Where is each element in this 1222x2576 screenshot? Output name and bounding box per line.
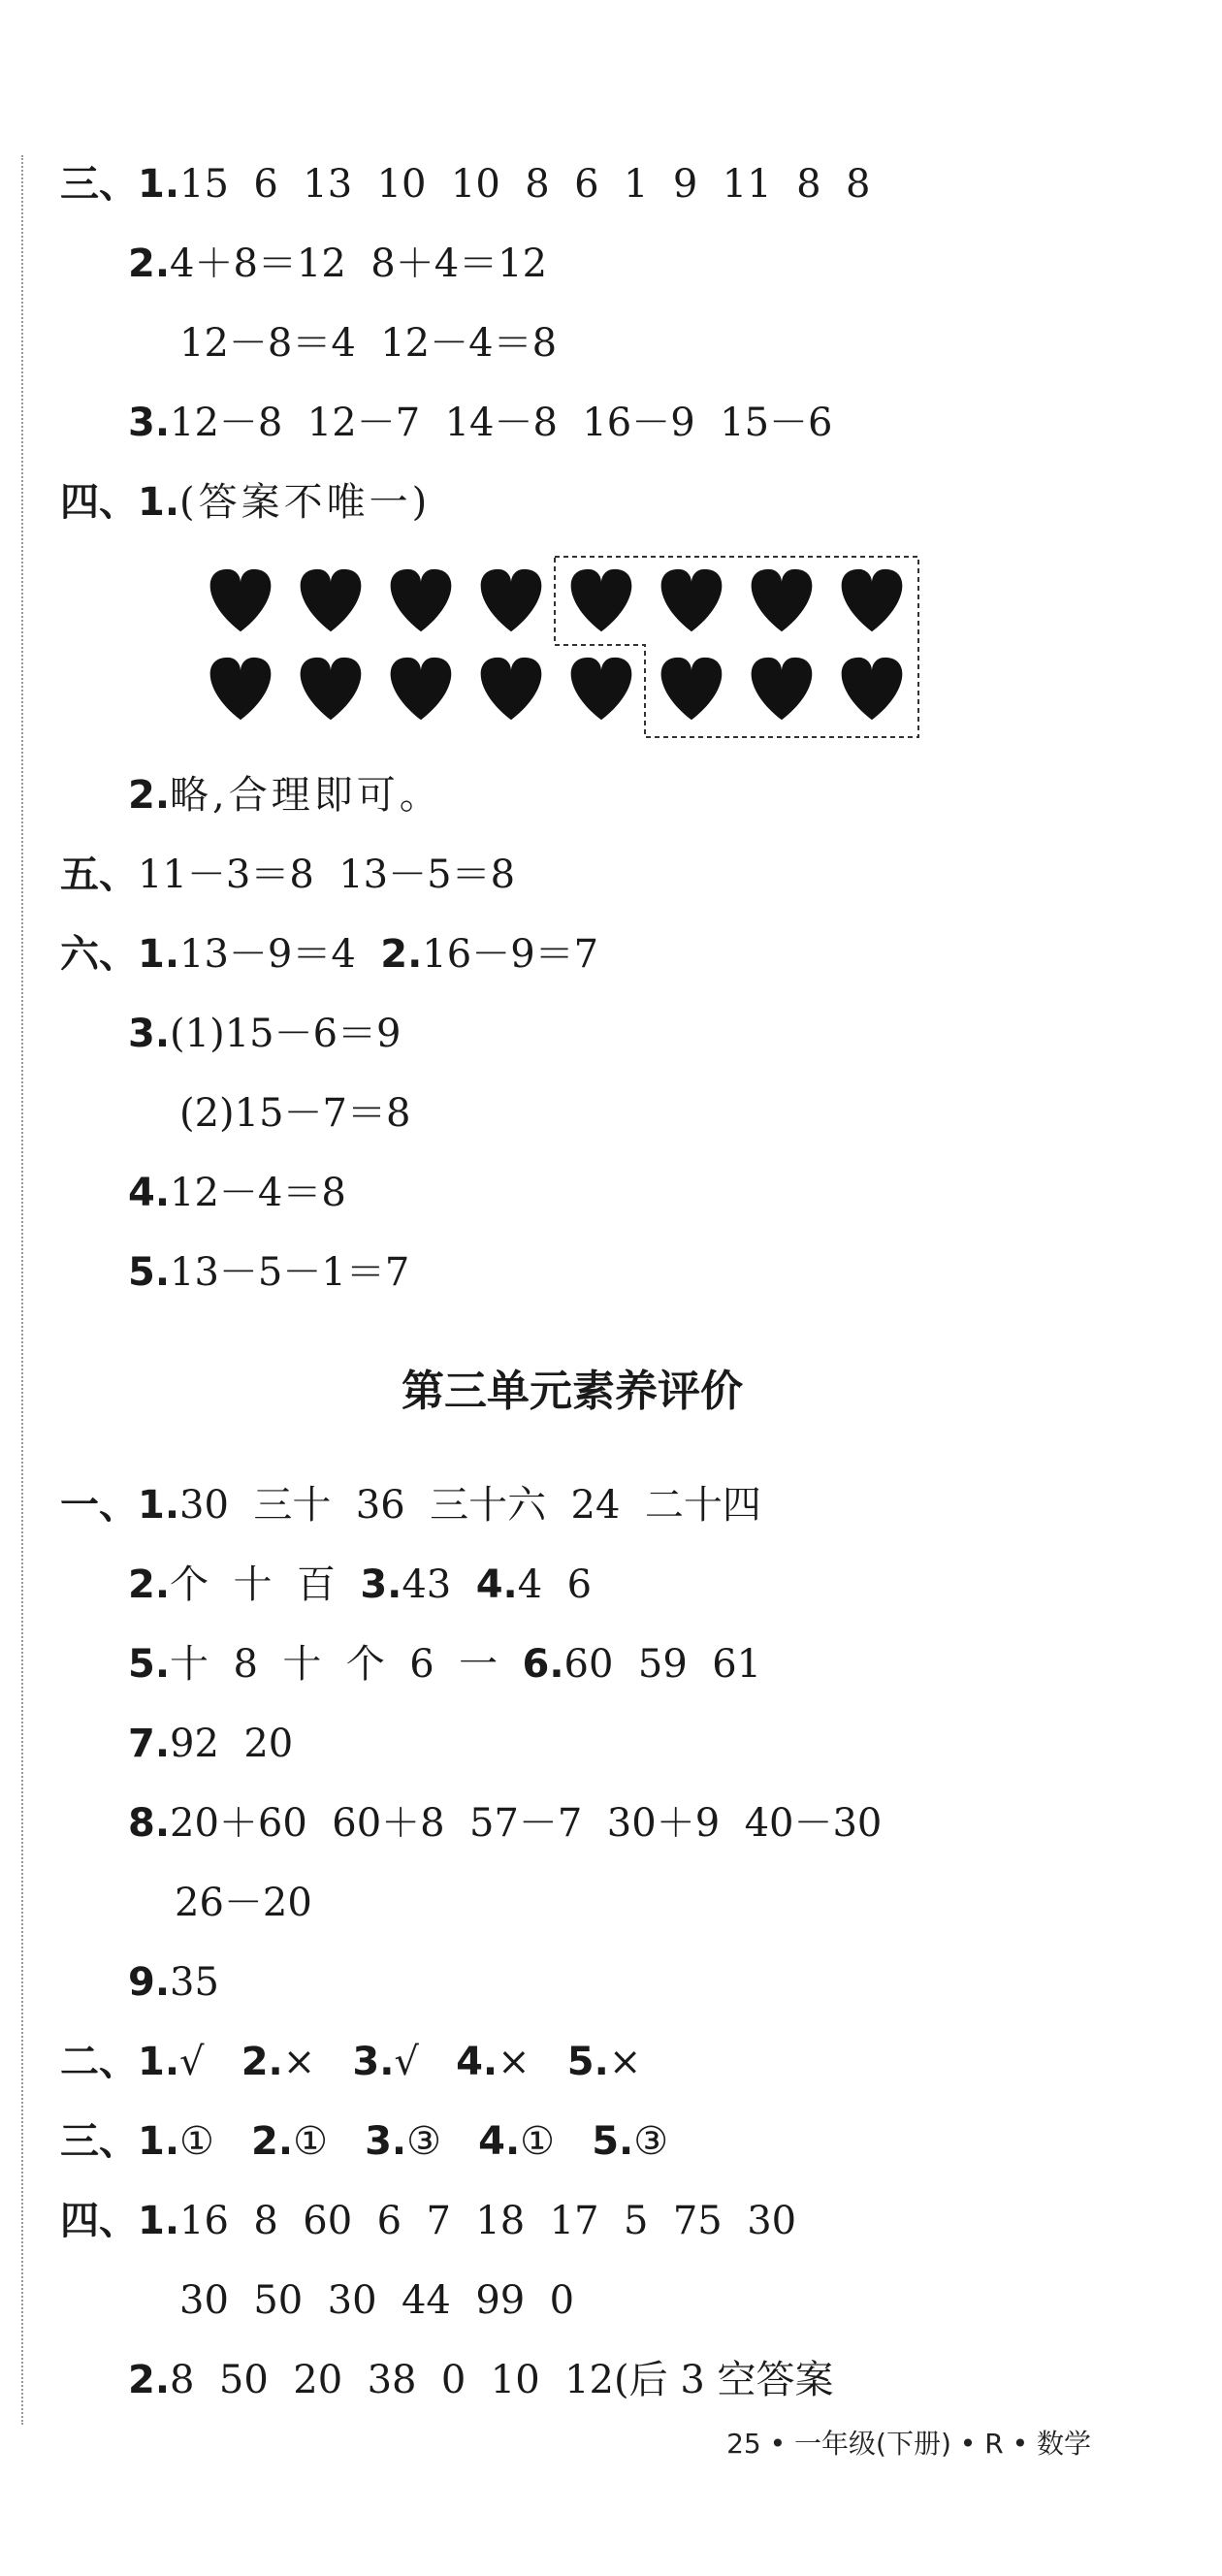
item-number: 1. bbox=[138, 2199, 180, 2243]
u3-p4-q2-line bbox=[128, 2351, 833, 2409]
s4-q1-line bbox=[60, 473, 431, 531]
s6-q3-line bbox=[128, 1005, 402, 1063]
s3-q1-line bbox=[60, 155, 870, 213]
answer-text: 13－9＝4 bbox=[179, 932, 356, 977]
section-marker: 六、 bbox=[60, 932, 138, 977]
answer-text: 20＋60 60＋8 57－7 30＋9 40－30 bbox=[170, 1801, 883, 1846]
answer-text: 30 50 30 44 99 0 bbox=[179, 2278, 575, 2323]
answer-text: 15 6 13 10 10 8 6 1 9 11 8 8 bbox=[179, 162, 871, 207]
answer-mark: × bbox=[498, 2040, 531, 2084]
item-number: 2. bbox=[128, 2358, 171, 2402]
item-number: 3. bbox=[360, 1562, 402, 1607]
section-marker: 三、 bbox=[60, 162, 138, 207]
u3-p2-line bbox=[60, 2033, 641, 2091]
section-marker: 二、 bbox=[60, 2040, 138, 2084]
s5-line bbox=[60, 846, 515, 904]
heart-icon bbox=[210, 658, 272, 720]
answer-text: 60 59 61 bbox=[563, 1642, 762, 1687]
item-number: 2. bbox=[251, 2119, 294, 2164]
item-number: 3. bbox=[352, 2040, 395, 2084]
heart-icon bbox=[842, 569, 903, 631]
item-number: 1. bbox=[138, 2119, 180, 2164]
item-number: 3. bbox=[128, 1012, 171, 1056]
item-number: 5. bbox=[592, 2119, 634, 2164]
s3-q2-line bbox=[128, 235, 547, 293]
item-number: 2. bbox=[128, 773, 171, 818]
u3-p1-q1-line bbox=[60, 1476, 761, 1534]
u3-p4-q1-line2 bbox=[179, 2271, 574, 2330]
u3-p3-line bbox=[60, 2112, 668, 2171]
heart-icon bbox=[481, 658, 542, 720]
answer-mark: ③ bbox=[633, 2119, 669, 2164]
heart-icon bbox=[752, 569, 813, 631]
item-number: 1. bbox=[138, 2040, 180, 2084]
u3-p1-q8-line bbox=[128, 1794, 882, 1852]
item-number: 1. bbox=[138, 932, 180, 977]
heart-icon bbox=[391, 658, 452, 720]
s6-q1-line bbox=[60, 925, 598, 983]
answer-mark: ① bbox=[179, 2119, 214, 2164]
answer-text: 12－8 12－7 14－8 16－9 15－6 bbox=[170, 401, 833, 445]
answer-text: 26－20 bbox=[175, 1881, 312, 1925]
answer-text: 十 8 十 个 6 一 bbox=[170, 1642, 498, 1687]
answer-mark: √ bbox=[179, 2040, 205, 2084]
u3-p1-q2-line bbox=[128, 1556, 592, 1614]
item-number: 2. bbox=[241, 2040, 283, 2084]
item-number: 6. bbox=[522, 1642, 564, 1687]
answer-text: 13－5－1＝7 bbox=[170, 1250, 410, 1295]
answer-text: 16 8 60 6 7 18 17 5 75 30 bbox=[179, 2199, 797, 2243]
answer-mark: ① bbox=[293, 2119, 328, 2164]
item-number: 4. bbox=[475, 1562, 518, 1607]
answer-text: 8 50 20 38 0 10 12(后 3 空答案 bbox=[170, 2358, 834, 2402]
answer-text: 30 三十 36 三十六 24 二十四 bbox=[179, 1483, 761, 1528]
heart-icon bbox=[571, 569, 632, 631]
s6-q4-line bbox=[128, 1164, 346, 1222]
answer-text: 35 bbox=[170, 1960, 219, 2005]
item-number: 2. bbox=[128, 1562, 171, 1607]
s6-q5-line bbox=[128, 1243, 409, 1302]
answer-mark: √ bbox=[394, 2040, 419, 2084]
answer-mark: × bbox=[282, 2040, 316, 2084]
section-marker: 四、 bbox=[60, 2199, 138, 2243]
item-number: 4. bbox=[456, 2040, 498, 2084]
section-marker: 一、 bbox=[60, 1483, 138, 1528]
heart-icon bbox=[301, 569, 362, 631]
u3-p1-q7-line bbox=[128, 1715, 293, 1773]
answer-text: 略,合理即可。 bbox=[170, 773, 442, 818]
u3-p1-q5-line bbox=[128, 1635, 761, 1693]
answer-text: 11－3＝8 13－5＝8 bbox=[138, 853, 516, 897]
heart-icon bbox=[301, 658, 362, 720]
heart-icon bbox=[661, 658, 723, 720]
s3-q3-line bbox=[128, 394, 833, 452]
item-number: 1. bbox=[138, 1483, 180, 1528]
section-marker: 四、 bbox=[60, 480, 138, 525]
page-footer: 25 • 一年级(下册) • R • 数学 bbox=[726, 2428, 1091, 2460]
heart-icon bbox=[752, 658, 813, 720]
answer-text: 个 十 百 bbox=[170, 1562, 336, 1607]
heart-icon bbox=[481, 569, 542, 631]
answer-text: 4 6 bbox=[517, 1562, 593, 1607]
item-number: 2. bbox=[380, 932, 423, 977]
answer-text: (2)15－7＝8 bbox=[179, 1091, 411, 1136]
answer-mark: ① bbox=[520, 2119, 556, 2164]
s4-q2-line bbox=[128, 766, 442, 824]
answer-text: (答案不唯一) bbox=[179, 480, 432, 525]
hearts-figure bbox=[194, 551, 950, 745]
item-number: 8. bbox=[128, 1801, 171, 1846]
heart-icon bbox=[661, 569, 723, 631]
answer-text: (1)15－6＝9 bbox=[170, 1012, 402, 1056]
answer-mark: × bbox=[608, 2040, 642, 2084]
item-number: 5. bbox=[566, 2040, 609, 2084]
item-number: 4. bbox=[478, 2119, 521, 2164]
item-number: 3. bbox=[365, 2119, 407, 2164]
heart-icon bbox=[842, 658, 903, 720]
heart-icon bbox=[571, 658, 632, 720]
heart-icon bbox=[391, 569, 452, 631]
s3-q2-line2 bbox=[179, 314, 557, 372]
item-number: 5. bbox=[128, 1642, 171, 1687]
item-number: 3. bbox=[128, 401, 171, 445]
s6-q3-line2 bbox=[179, 1084, 410, 1143]
answer-text: 12－8＝4 12－4＝8 bbox=[179, 321, 558, 366]
section-marker: 五、 bbox=[60, 853, 138, 897]
answer-mark: ③ bbox=[406, 2119, 441, 2164]
unit3-heading: 第三单元素养评价 bbox=[402, 1367, 743, 1416]
item-number: 1. bbox=[138, 480, 180, 525]
margin-dotted-rule bbox=[21, 155, 23, 2425]
item-number: 2. bbox=[128, 242, 171, 286]
heart-icon bbox=[210, 569, 272, 631]
item-number: 5. bbox=[128, 1250, 171, 1295]
item-number: 1. bbox=[138, 162, 180, 207]
answer-text: 92 20 bbox=[170, 1722, 294, 1766]
answer-text: 12－4＝8 bbox=[170, 1171, 346, 1215]
item-number: 7. bbox=[128, 1722, 171, 1766]
section-marker: 三、 bbox=[60, 2119, 138, 2164]
u3-p1-q9-line bbox=[128, 1953, 219, 2012]
u3-p1-q8-line2 bbox=[175, 1874, 312, 1932]
answer-text: 16－9＝7 bbox=[422, 932, 599, 977]
answer-text: 43 bbox=[402, 1562, 452, 1607]
item-number: 9. bbox=[128, 1960, 171, 2005]
answer-text: 4＋8＝12 8＋4＝12 bbox=[170, 242, 548, 286]
u3-p4-q1-line bbox=[60, 2192, 796, 2250]
item-number: 4. bbox=[128, 1171, 171, 1215]
